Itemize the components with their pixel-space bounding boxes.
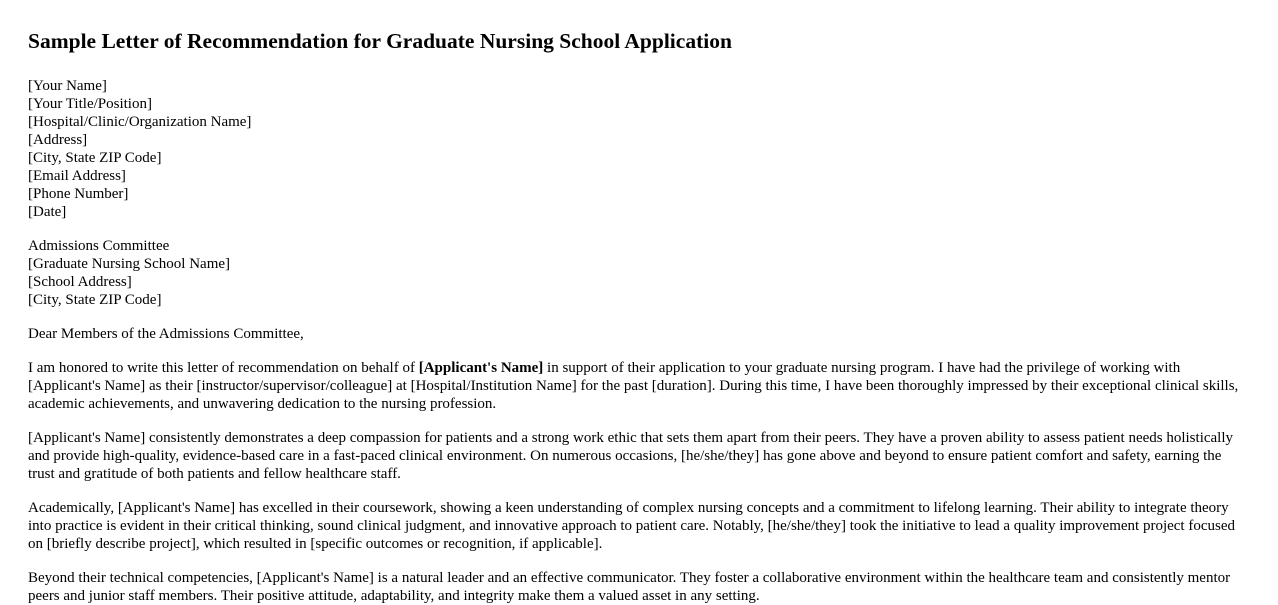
paragraph-academics: Academically, [Applicant's Name] has excelled in their coursework, showing a keen understanding of complex nursing concepts and a commitment to lifelong learning. Their ability to integrate theory into practice is evident in their critical thinking, sound clinical judgment, and innovative approach to patient care. Notably, [he/she/they] took the initiative to lead a quality improvement project focused on [briefly describe project], which resulted in [specific outcomes or recognition, if applicable]. [28, 500, 1235, 552]
paragraph-compassion: [Applicant's Name] consistently demonstrates a deep compassion for patients and a strong work ethic that sets them apart from their peers. They have a proven ability to assess patient needs holistically and provide high-quality, evidence-based care in a fast-paced clinical environment. On numerous occasions, [he/she/they] has gone above and beyond to ensure patient comfort and safety, earning the trust and gratitude of both patients and fellow healthcare staff. [28, 430, 1234, 482]
recipient-school-address: [School Address] [28, 274, 132, 290]
paragraph-introduction [28, 359, 1250, 413]
applicant-name-bold: [Applicant's Name] [418, 360, 544, 376]
recipient-committee: Admissions Committee [28, 238, 170, 254]
sender-organization: [Hospital/Clinic/Organization Name] [28, 114, 252, 130]
sender-address-block [28, 77, 1250, 221]
paragraph-leadership: Beyond their technical competencies, [Applicant's Name] is a natural leader and an effective communicator. They foster a collaborative environment within the healthcare team and consistently mentor peers and junior staff members. Their positive attitude, adaptability, and integrity make them a valued asset in any setting. [28, 570, 1231, 604]
recipient-school-name: [Graduate Nursing School Name] [28, 256, 231, 272]
page-title: Sample Letter of Recommendation for Graduate Nursing School Application [28, 29, 732, 53]
sender-phone: [Phone Number] [28, 186, 129, 202]
letter-date: [Date] [28, 204, 67, 220]
recipient-city-state-zip: [City, State ZIP Code] [28, 292, 162, 308]
salutation: Dear Members of the Admissions Committee, [28, 326, 304, 342]
sender-name: [Your Name] [28, 78, 107, 94]
sender-title: [Your Title/Position] [28, 96, 152, 112]
sender-address: [Address] [28, 132, 88, 148]
sender-city-state-zip: [City, State ZIP Code] [28, 150, 162, 166]
paragraph-introduction-text-end: in support of their application to your graduate nursing program. I have had the privilege of working with [Applicant's Name] as their [instructor/supervisor/colleague] at [Hospital/Institution Name] for the past [duration]. During this time, I have been thoroughly impressed by their exceptional clinical skills, academic achievements, and unwavering dedication to the nursing profession. [28, 360, 1239, 412]
recipient-address-block [28, 237, 1250, 309]
paragraph-introduction-text-start: I am honored to write this letter of recommendation on behalf of [28, 360, 419, 376]
sender-email: [Email Address] [28, 168, 126, 184]
